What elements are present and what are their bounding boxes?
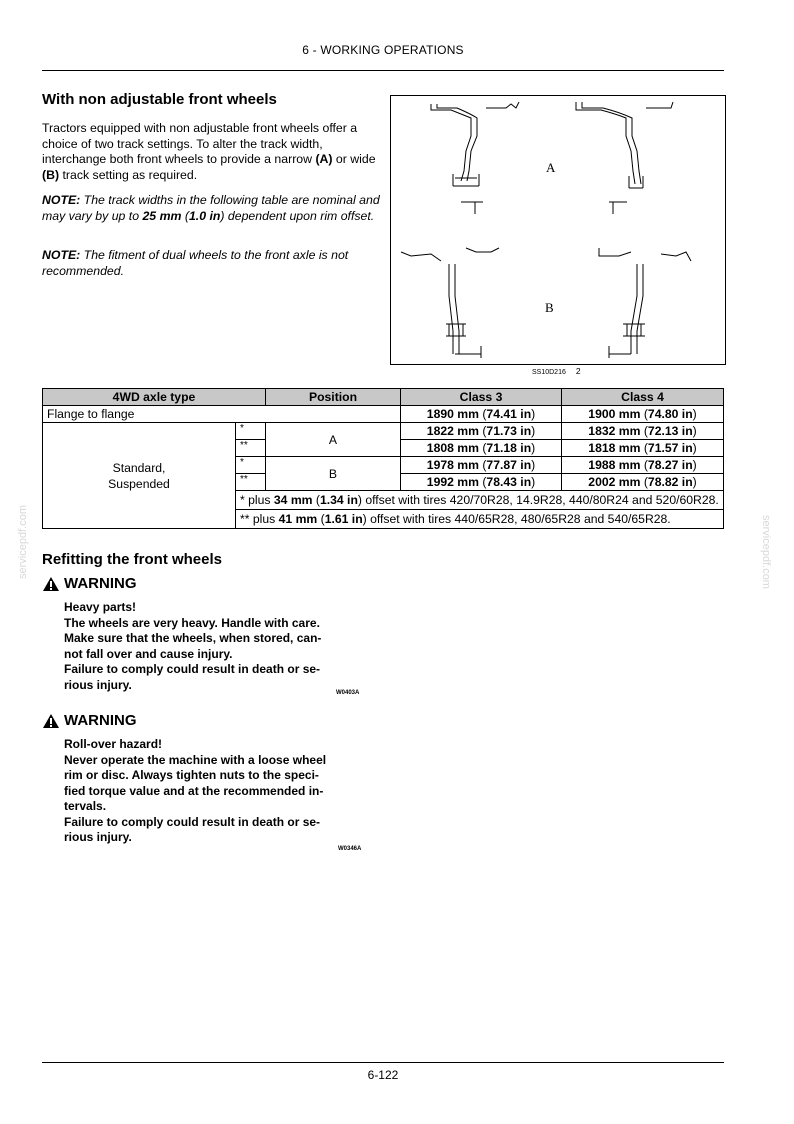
- wheel-rim-diagram: [391, 96, 725, 364]
- figure-label-a: A: [546, 160, 556, 175]
- flange-label: Flange to flange: [43, 406, 401, 423]
- warning-line: Make sure that the wheels, when stored, can-: [64, 631, 322, 645]
- table-cell: 1992 mm (78.43 in): [401, 474, 562, 491]
- warning-title: WARNING: [64, 575, 137, 592]
- warning-heading-1: [42, 575, 137, 592]
- warning-line: Never operate the machine with a loose wheel: [64, 752, 327, 767]
- warning-code-1: W0403A: [336, 690, 360, 696]
- table-header-row: [43, 389, 724, 406]
- table-cell: 1818 mm (71.57 in): [562, 440, 724, 457]
- header-axle-type: 4WD axle type: [43, 389, 266, 406]
- warning-code-2: W0346A: [338, 846, 362, 852]
- header-class-3: Class 3: [401, 389, 562, 406]
- table-cell: 1808 mm (71.18 in): [401, 440, 562, 457]
- warning-line: rim or disc. Always tighten nuts to the speci-: [64, 768, 319, 782]
- table-cell: 2002 mm (78.82 in): [562, 474, 724, 491]
- warning-title: WARNING: [64, 712, 137, 729]
- position-cell: A: [266, 423, 401, 457]
- warning-line: not fall over and cause injury.: [64, 646, 233, 661]
- axle-type-cell: Standard, Suspended: [43, 423, 236, 529]
- heading-refitting: Refitting the front wheels: [42, 551, 222, 568]
- figure-label-b: B: [545, 300, 554, 315]
- watermark-right: servicepdf.com: [760, 515, 772, 589]
- header-position: Position: [266, 389, 401, 406]
- table-cell: 1988 mm (78.27 in): [562, 457, 724, 474]
- warning-line: rious injury.: [64, 677, 132, 692]
- footnote-double-star: ** plus 41 mm (1.61 in) offset with tires 440/65R28, 480/65R28 and 540/65R28.: [236, 510, 724, 529]
- table-cell: 1832 mm (72.13 in): [562, 423, 724, 440]
- wheel-track-figure: [390, 95, 726, 365]
- footnote-mark: **: [236, 440, 266, 457]
- table-cell: 1890 mm (74.41 in): [401, 406, 562, 423]
- heading-non-adjustable: With non adjustable front wheels: [42, 91, 277, 108]
- warning-body-2: [64, 737, 356, 846]
- position-cell: B: [266, 457, 401, 491]
- intro-paragraph: Tractors equipped with non adjustable front wheels offer a choice of two track settings. To alter the track width, interchange both front wheels to provide a narrow (A) or wide (B) track setting as required.: [42, 121, 376, 182]
- footnote-mark: *: [236, 423, 266, 440]
- warning-line: rious injury.: [64, 830, 132, 844]
- warning-line: Roll-over hazard!: [64, 737, 163, 751]
- note-dual-wheels: NOTE: The fitment of dual wheels to the front axle is not recommended.: [42, 248, 349, 278]
- footnote-mark: *: [236, 457, 266, 474]
- table-cell: 1900 mm (74.80 in): [562, 406, 724, 423]
- warning-line: Heavy parts!: [64, 600, 137, 614]
- header-rule: [42, 70, 724, 71]
- warning-line: Failure to comply could result in death or se-: [64, 662, 321, 676]
- note-track-widths: NOTE: The track widths in the following table are nominal and may vary by up to 25 mm (1.0 in) dependent upon rim offset.: [42, 193, 380, 223]
- table-cell: 1822 mm (71.73 in): [401, 423, 562, 440]
- warning-line: Failure to comply could result in death or se-: [64, 814, 321, 829]
- footnote-mark: **: [236, 474, 266, 491]
- section-header: 6 - WORKING OPERATIONS: [302, 43, 464, 57]
- table-row: [43, 423, 724, 440]
- header-class-4: Class 4: [562, 389, 724, 406]
- footnote-single-star: * plus 34 mm (1.34 in) offset with tires 420/70R28, 14.9R28, 440/80R24 and 520/60R28.: [236, 491, 724, 510]
- figure-reference: SS10D216 2: [532, 366, 581, 376]
- table-row: [43, 406, 724, 423]
- footer-rule: [42, 1062, 724, 1063]
- watermark-left: servicepdf.com: [17, 505, 29, 579]
- warning-line: fied torque value and at the recommended in-: [64, 783, 324, 798]
- warning-triangle-icon: [42, 576, 60, 592]
- warning-line: The wheels are very heavy. Handle with care.: [64, 615, 320, 630]
- table-cell: 1978 mm (77.87 in): [401, 457, 562, 474]
- page-number: 6-122: [367, 1068, 399, 1082]
- track-width-table: [42, 388, 724, 529]
- warning-line: tervals.: [64, 799, 107, 813]
- warning-body-1: [64, 600, 356, 693]
- warning-heading-2: [42, 712, 137, 729]
- warning-triangle-icon: [42, 713, 60, 729]
